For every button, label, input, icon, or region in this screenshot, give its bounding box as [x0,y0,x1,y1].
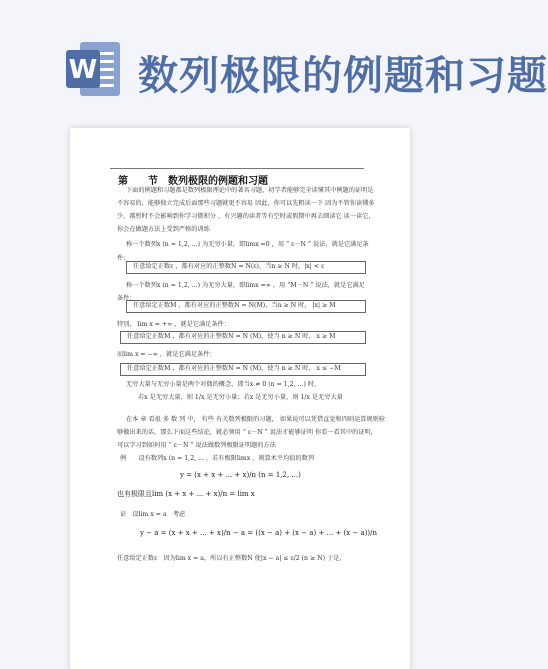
svg-text:W: W [68,55,98,85]
duality-line-1: 无穷大量与无穷小量是两个对偶的概念，即当x ≠ 0 (n = 1,2, ...) 时， [126,381,321,388]
plus-infinity-def: 特别， lim x = +∞ ，就是它满足条件： [117,321,230,328]
intro-line-1: 下面的例题和习题都是数列极限理论中的著名习题，初学者能够完全读懂其中例题的证明是 [126,187,374,194]
definition-box-text: 任意给定正数M ，都有对应的正整数N = N(M)，当n ≥ N 时， |x| ≥ M [133,302,336,309]
definition-box-text: 任意给定正数M ，都有对应的正整数N = N (M)，使当 n ≥ N 时， x ≤ −M [127,365,341,372]
proof-epsilon: 任意给定正数ε 因为lim x = a，所以有正整数N 使|x − a| ≤ ε/2 (n ≥ N) 于是， [117,555,346,562]
infinity-def: 称一个数列x (n = 1,2, ...) 为无穷大量，即limx =∞ ，用 “M－N ” 说法，就是它满足 [126,282,365,289]
definition-box-text: 任意给定正数M ，都有对应的正整数N = N (M)，使当 n ≥ N 时， x ≥ M [127,333,336,340]
definition-box-plus-infinity [120,331,366,344]
duality-line-2: 若x 是无穷大量，则 1/x 是无穷小量；若x 是无穷小量，则 1/x 是无穷大量 [138,394,343,401]
definition-box-text: 任意给定正数ε ，都有对应的正整数N = N(ε)，当n ≥ N 时，|x| < ε [133,263,325,270]
section-rule [110,168,364,169]
chapter-line-1: 在本 章 看很 多 数 列 中， 有些 有关数列极限的习题， 如果说可以凭借直觉和四则运算规则验 [126,416,386,423]
chapter-line-2: 够做出来的话，那么下面这些结论，就必须用 “ ε－N ” 说法才能够证明 你看一看其中的证明， [117,429,377,436]
intro-line-2: 不容易的，能够独立完成后面那些习题就更不容易 因此，你可以先粗读一下 因为不管你读懂多 [117,200,375,207]
page-title: 数列极限的例题和习题 [138,53,548,99]
infinitesimal-def: 称一个数列x (n = 1,2, ...) 为无穷小量，即limx =0 ，用 “ ε－N ” 说法，就是它满足条 [126,241,369,248]
definition-box-infinitesimal [126,261,366,274]
proof-start: 证 设lim x = a 考虑 [120,511,186,518]
word-doc-icon [62,38,126,102]
infinitesimal-cond: 件： [117,255,130,262]
proof-formula: y − a = (x + x + ... + x)/n − a = ((x − a) + (x − a) + ... + (x − a))/n [140,529,378,537]
example-statement: 例 设有数列x (n = 1,2, ... ，若有极限limx ，则算术平均值的数列 [120,455,315,462]
intro-line-4: 你会在做题方法上受到严格的训练 [117,226,210,233]
infinity-cond: 条件： [117,295,136,302]
definition-box-infinity [126,300,366,313]
section-title: 第 节 数列极限的例题和习题 [118,176,268,187]
header-banner [0,0,548,120]
minus-infinity-def: 而lim x = −∞ ，就是它满足条件： [117,351,216,358]
example-conclusion: 也有极限且lim (x + x + ... + x)/n = lim x [117,490,255,498]
definition-box-minus-infinity [120,363,366,376]
intro-line-3: 少，都暂时不会影响到你学习微积分 ，有兴趣的读者等有空时或假期中再去细读它 读一读它， [117,213,375,220]
example-formula: y = (x + x + ... + x)/n (n = 1,2, ...) [180,471,301,479]
chapter-line-3: 可以学习到如何用 “ ε－N ” 说法做数列极限证明题的方法 [117,442,276,449]
